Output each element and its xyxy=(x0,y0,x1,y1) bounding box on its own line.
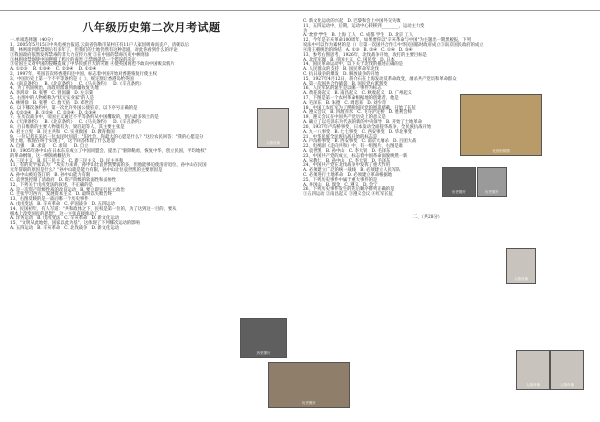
question-line: A. 九一八事变 B. 七七事变 C. 西安事变 D. 华北事变 xyxy=(303,129,412,135)
question-line: C. 新文化运动的兴起 D. 巴黎和会上中国外交失败 xyxy=(303,19,401,24)
question-line: A. 黄花岗起义 B. 南昌起义 C. 秋收起义 D. 广州起义 xyxy=(303,91,412,97)
question-line: A. 林则徐 B. 张謇 C. 詹天佑 D. 邓世昌 xyxy=(10,100,94,106)
question-line: 16、人民军队的诞生是以哪一事件为标志 xyxy=(303,86,382,92)
question-line: C. 必须进行土地革命 D. 必须建立革命根据地 xyxy=(303,173,393,178)
question-line: 14、民国初年，有人写道："共和政体之下，民权是第一位的，为了达到这一目的，要从 xyxy=(10,206,177,212)
question-line: A. 毛泽东 B. 朱德 C. 周恩来 D. 刘少奇 xyxy=(303,100,387,106)
question-line: 13、右图反映的是一战后哪一个历史事件 xyxy=(10,197,89,203)
question-line: A. 井冈山 B. 瑞金 C. 遵义 D. 会宁 xyxy=(303,182,378,188)
question-line: A. 三民主义 B. 旧三民主义 C. 新三民主义 D. 民主共和 xyxy=(10,158,124,164)
historical-photo: 历史图片 xyxy=(240,318,287,358)
question-line: 21、中华民族全民族抗战开始的标志是 xyxy=(303,134,378,140)
question-line: A. 北京 学生 B. 上海 工人 C. 成都 学生 D. 北京 工人 xyxy=(303,33,414,39)
question-line: A. 是一次资产阶级性质的改良运动 B. 要立即实行民主政治 xyxy=(10,187,125,193)
question-line: 15、1927年4月12日，蒋介石在上海发动反革命政变，屠杀共产党员和革命群众 xyxy=(303,76,457,82)
question-line: ④清王朝统治的终结 A. ①③ B. ②④ C. ①④ D. ③④ xyxy=(303,47,413,53)
question-line: A. 卢沟桥事变 B. 西安事变 C. 南京大屠杀 D. 百团大战 xyxy=(303,139,417,145)
question-line: A. 第一次国共合作破裂 B. 国民党右派叛变 xyxy=(303,81,388,87)
question-line: 10、1905年孙中山在日本东京成立了中国同盟会，提出了"驱除鞑虏，恢复中华，创立民国，平均地权" xyxy=(10,149,207,154)
question-line: 19、遵义会议在中国共产党历史上的意义是 xyxy=(303,115,386,121)
question-line: A. 北洋军阀 B. 帝国主义 C. 国民党 D. 日本 xyxy=(303,57,395,63)
question-line: 5、右图中的人物被称为"状元实业家"的人是 xyxy=(10,96,95,102)
question-line: A. 君主立宪 B. 民主共和 C. 实业救国 D. 教育救国 xyxy=(10,129,115,135)
historical-photo: 历史图片 xyxy=(442,167,476,197)
question-line: 7、在历次战争中，帝国主义通过不平等条约从中国攫取的，割占最多领土的是 xyxy=(10,115,159,121)
question-line: A. 戊戌变法 B. 辛亥革命 C. 护国战争 D. 五四运动 xyxy=(10,201,115,207)
question-line: 9、一位记者在采访一位农民时问道："旧社会，你最大的心愿是什么？"这位农民回答："我的心愿是分 xyxy=(10,134,204,140)
question-line: A. 人民群众的支持 B. 国民革命军北伐 xyxy=(303,67,379,73)
question-line: 17、下图是第一个农村革命根据地的创建者，他是 xyxy=(303,96,399,101)
question-line: A. 李鸿章 B. 张謇 C. 曾国藩 D. 左宗棠 xyxy=(10,91,94,97)
question-line: 元年辞职的原因是什么？"孙中山就是能力有限，孙中山让位袁世凯的主要原因是 xyxy=(10,168,163,174)
historical-photo: 历史图片 xyxy=(268,362,350,408)
question-line: A. 自强 B. 求富 C. 求知 D. 自立 xyxy=(10,144,89,150)
question-line: A. ①②③④ B. ①②④ C. ②③④ D. ①③④ xyxy=(10,110,96,116)
question-line: A. ①②③ B. ①③④ C. ②③④ D. ①②④ xyxy=(10,67,97,73)
question-line: 26、下列历史事件发生的先后顺序排列正确的是 xyxy=(303,187,395,193)
question-line: 11、五四运动中，后期，运动中心转移到________，运动主力变 xyxy=(303,23,425,29)
left-questions xyxy=(10,44,293,232)
question-line: 说法中可以作为素材的是（）①第一次国共合作②中华民国临时政府成立③南京国民政府的成立 xyxy=(303,43,484,49)
question-line: 8、百日维新的主要人物康有为、梁启超等人，其主要主张是 xyxy=(10,124,125,130)
question-line: 24、中国共产党在北伐战争中发挥了重大作用 xyxy=(303,163,391,169)
question-line: C. 主张学习西方，发展资本主义 D. 最终以失败告终 xyxy=(10,192,112,198)
question-line: ①五四运动 ②南昌起义 ③遵义会议 ④红军长征 xyxy=(303,192,394,198)
question-line: 1、2005年5月15日中央电视台报道,云南省弥勒市某村庄有11户人家因吸毒而丧户，清朝以后 xyxy=(10,43,190,49)
question-line: 11、有的史学家认为："从实力来讲，孙中山比袁世凯要弱的多，但他能够迫使清帝退位，孙中山在民国 xyxy=(10,163,207,169)
question-line: 18、中国工农红军为了摆脱国民党的围追堵截，开始了长征 xyxy=(303,105,416,111)
question-line: ①林则徐禁烟使中国摆脱了鸦片的毒害 ②禁烟就是一个错误的决定 xyxy=(10,57,136,63)
portrait-image: 人物肖像 xyxy=(257,108,289,148)
historical-photo: 历史图片 xyxy=(477,167,507,197)
page-title: 八年级历史第二次月考试题 xyxy=(82,21,221,34)
part-two-heading: 二、（共28分） xyxy=(413,215,443,221)
question-line: A. 确立了以毛泽东为代表的新的中央领导 B. 开始了土地革命 xyxy=(303,120,422,126)
question-line: A. 袁世凯 B. 孙中山 C. 李大钊 D. 毛泽东 xyxy=(303,148,391,154)
question-line: A. 洋务运动 B. 戊戌变法 C. 辛亥革命 D. 新文化运动 xyxy=(10,216,119,222)
question-line: 13、参考右图思考，1926年，北伐战争开始，攻打的主要目标是 xyxy=(303,52,427,58)
question-line: A. 孙中山被迫签订的 B. 孙中山能力有限 xyxy=(10,173,91,179)
question-line: 23、中国共产党的成立，标志着中国革命面貌焕然一新 xyxy=(303,153,408,159)
northern-expedition-map: 北伐形势图 xyxy=(460,94,542,156)
question-line: A. 遵义会议 B. 四渡赤水 C. 飞夺泸定桥 D. 胜利会师 xyxy=(303,110,412,116)
portrait-image: 人物肖像 xyxy=(506,248,536,284)
question-line: 到土地，我现在终于实现了"，这个回答体现了什么思想 xyxy=(10,139,116,145)
question-line: 15、"文明从此地始，国家以此为基"，这体现了下列哪次运动的影响 xyxy=(10,221,140,227)
question-line: C. 抗日战争的爆发 D. 解放战争的开始 xyxy=(303,71,380,77)
question-line: 4、为了巩固统治，清政府派谁到新疆收复失地 xyxy=(10,86,99,92)
question-line: ①我国政府依然发挥禁毒的非大力宣传力度 ②在中国的禁毒历史中林则徐 xyxy=(10,52,149,58)
question-line: 20、1937年卢沟桥事变，日本发动全面侵华战争，全民族抗战开始 xyxy=(303,124,432,130)
question-line: 2、1997年，英国首次将香港归还中国，标志着中国开始对香港恢复行使主权 xyxy=(10,72,157,77)
portrait-image: 人物肖像 xyxy=(550,350,584,390)
section-heading: 一.单项选择题（40分） xyxy=(10,38,56,44)
question-line: A. 必须建立广泛的统一战线 B. 必须建立人民军队 xyxy=(303,168,401,174)
question-line: A. 宋教仁 B. 孙中山 C. 李大钊 D. 毛泽东 xyxy=(303,158,391,164)
question-line: A.《南京条约》 B.《北京条约》 C.《马关条约》 D.《辛丑条约》 xyxy=(10,81,144,87)
question-line: 根本上改变国民的思想"，这一主张直接推动了 xyxy=(10,211,98,217)
left-column xyxy=(10,0,293,232)
question-line: 12、下列关于戊戌变法的叙述，不正确的是 xyxy=(10,182,93,188)
question-line: 6、以下哪次条约中，第一次允许外国公使驻京，以下序号正确的是 xyxy=(10,105,138,111)
question-line: 的革命纲领，这一纲领被概括为 xyxy=(10,153,71,159)
question-line: C. 袁世凯控制了清政府 D. 资产阶级的软弱性和妥协性 xyxy=(10,177,117,183)
question-line: A.《天津条约》 B.《北京条约》 C.《马关条约》 D.《辛丑条约》 xyxy=(10,120,144,126)
question-line: ③帝国主义对中国的侵略造成了中华民族巨大的灾难 ④使英国再也不敢向中国贩卖鸦片 xyxy=(10,62,175,68)
question-line: 22、电视剧《走向共和》中，有一组图片，右图是谁 xyxy=(303,144,403,150)
question-line: 3、中国历史上第一个不平等条约是《 》，规定割让香港岛给英国 xyxy=(10,76,134,82)
question-line: 期，林则徐到新禁烟后有多年了，但我们的土地仍然有这种悲剧，对此你看到什么的评论 xyxy=(10,47,178,53)
portrait-image: 人物肖像 xyxy=(516,350,550,390)
question-line: A. 五四运动 B. 辛亥革命 C. 北伐战争 D. 新文化运动 xyxy=(10,226,119,231)
question-line: 14、国民革命运动中，以下关于北伐的描述正确的是 xyxy=(303,62,403,68)
question-line: 为________ xyxy=(303,28,325,34)
question-line: 25、下列历史事件中属于重大事件的是 xyxy=(303,177,378,183)
question-line: 12、今年是辛亥革命100周年，如果要你以"辛亥革命与中国"为主题出一期黑板报，下列 xyxy=(303,38,472,44)
